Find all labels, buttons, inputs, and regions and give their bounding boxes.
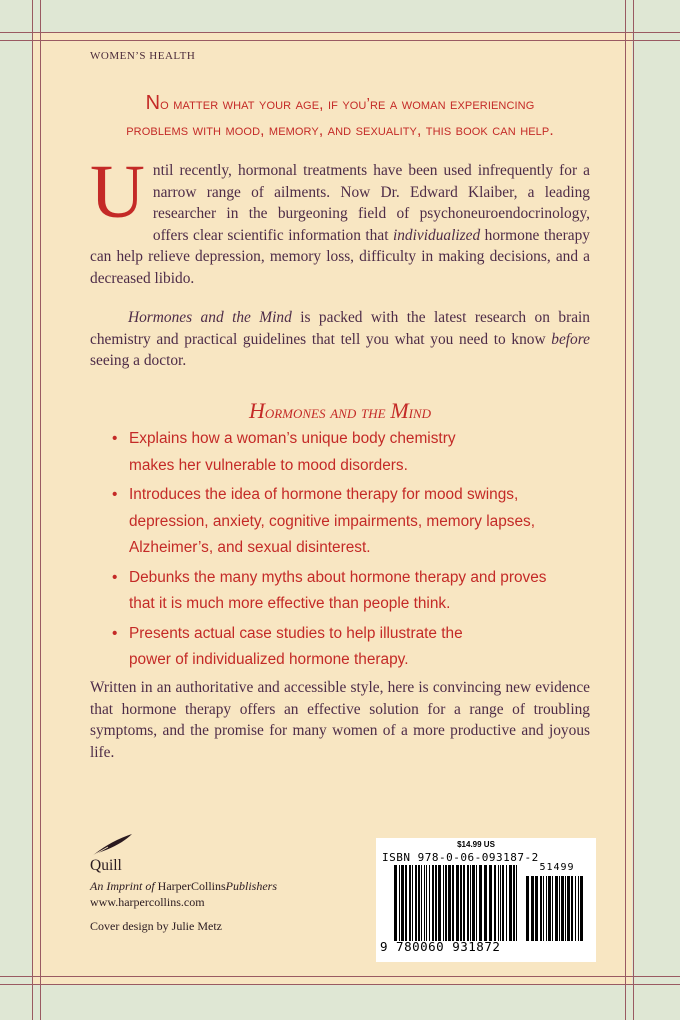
barcode-bar <box>516 865 517 941</box>
second-emphasis: before <box>551 330 590 348</box>
frame-line <box>0 32 680 33</box>
barcode-bar <box>424 865 425 941</box>
category-label: WOMEN’S HEALTH <box>90 50 196 62</box>
title-initial: M <box>390 398 409 423</box>
drop-cap: U <box>90 150 145 234</box>
ean-barcode <box>394 865 522 941</box>
barcode-bar <box>571 876 573 941</box>
barcode-bar <box>426 865 427 941</box>
title-text: ormones and the <box>264 402 391 423</box>
barcode-bar <box>498 865 499 941</box>
barcode-bar <box>479 865 482 941</box>
frame-line <box>0 984 680 985</box>
barcode-bar <box>561 876 564 941</box>
imprint-house: HarperCollins <box>157 879 226 893</box>
list-item <box>112 482 612 562</box>
barcode-bar <box>546 876 547 941</box>
second-text-end: seeing a doctor. <box>90 352 187 370</box>
tagline-initial: N <box>145 92 161 114</box>
book-title-italic: Hormones and the Mind <box>128 309 292 326</box>
frame-line <box>0 976 680 977</box>
barcode-bar <box>456 865 459 941</box>
barcode-bar <box>476 865 477 941</box>
barcode-bar <box>567 876 570 941</box>
tagline <box>60 90 620 144</box>
bullet-line: Introduces the idea of hormone therapy for mood swings, <box>129 486 519 503</box>
barcode-bar <box>412 865 413 941</box>
barcode-bar <box>494 865 496 941</box>
barcode-bar <box>438 865 441 941</box>
second-text: is packed with the latest research on brain chemistry and practical guidelines that tell you what you need to know <box>90 309 590 348</box>
barcode-bar <box>435 865 437 941</box>
frame-line <box>40 0 41 1020</box>
barcode-bar <box>472 865 475 941</box>
frame-line <box>32 0 33 1020</box>
barcode-bar <box>394 865 397 941</box>
barcode-bar <box>429 865 430 941</box>
imprint-line <box>90 879 277 894</box>
barcode-bar <box>415 865 417 941</box>
bullet-line: Alzheimer’s, and sexual disinterest. <box>129 539 371 556</box>
barcode-bar <box>526 876 529 941</box>
intro-text-end: hormone therapy can help relieve depression, memory loss, difficulty in making decisions, and a decreased libido. <box>90 226 590 287</box>
price-label: $14.99 US <box>457 840 495 849</box>
barcode-bar <box>448 865 451 941</box>
barcode-bar <box>421 865 422 941</box>
publisher-website: www.harpercollins.com <box>90 895 205 909</box>
bullet-line: that it is much more effective than people think. <box>129 595 451 612</box>
quill-feather-icon <box>88 832 134 858</box>
barcode-bar <box>531 876 534 941</box>
frame-line <box>633 0 634 1020</box>
barcode-bar <box>460 865 462 941</box>
barcode-bar <box>500 865 501 941</box>
barcode-bar <box>552 876 553 941</box>
barcode-bar <box>535 876 538 941</box>
tagline-line <box>60 90 620 118</box>
barcode-bar <box>418 865 420 941</box>
barcode-bar <box>502 865 504 941</box>
barcode-bar <box>470 865 471 941</box>
barcode-bar <box>432 865 434 941</box>
barcode-bar <box>463 865 465 941</box>
list-item <box>112 565 612 618</box>
bullet-line: power of individualized hormone therapy. <box>129 651 409 668</box>
barcode-bar <box>543 876 544 941</box>
barcode-bar <box>506 865 507 941</box>
section-title <box>90 398 590 424</box>
barcode-bar <box>540 876 542 941</box>
ean-digits: 9 780060 931872 <box>380 939 501 954</box>
imprint-prefix: An Imprint of <box>90 879 158 893</box>
imprint-suffix: Publishers <box>225 879 278 893</box>
barcode-bar <box>509 865 512 941</box>
barcode-box <box>376 838 596 962</box>
barcode-bar <box>405 865 407 941</box>
isbn-label: ISBN 978-0-06-093187-2 <box>382 851 539 864</box>
tagline-text: o matter what your age, if you’re a woman experiencing <box>160 96 535 113</box>
intro-paragraph <box>90 150 590 290</box>
closing-paragraph: Written in an authoritative and accessible style, here is convincing new evidence that hormone therapy offers an effective solution for a range of troubling symptoms, and the promise for many women of a more productive and joyous life. <box>90 679 590 761</box>
feature-list <box>112 426 612 677</box>
barcode-bar <box>452 865 454 941</box>
barcode-bar <box>489 865 492 941</box>
barcode-bar <box>548 876 551 941</box>
barcode-bar <box>445 865 447 941</box>
bullet-line: makes her vulnerable to mood disorders. <box>129 456 408 474</box>
addon-code: 51499 <box>539 862 575 873</box>
list-item <box>112 426 612 479</box>
barcode-bar <box>513 865 515 941</box>
list-item <box>112 621 612 674</box>
intro-emphasis: individualized <box>392 226 481 244</box>
frame-line <box>0 40 680 41</box>
barcode-bar <box>575 876 576 941</box>
barcode-bar <box>578 876 579 941</box>
frame-line <box>625 0 626 1020</box>
tagline-line: problems with mood, memory, and sexuality, this book can help. <box>126 122 554 139</box>
price-addon-barcode <box>526 876 588 941</box>
barcode-bar <box>401 865 404 941</box>
intro-text: ntil recently, hormonal treatments have been used infrequently for a narrow range of ailments. Now Dr. Edward Klaiber, a leading researcher in the burgeoning field of psychoneuroendocrinology, offers clear scientific information that <box>152 162 590 244</box>
barcode-bar <box>559 876 560 941</box>
title-initial: H <box>248 398 265 423</box>
bullet-line: depression, anxiety, cognitive impairments, memory lapses, <box>129 512 536 530</box>
bullet-line: Explains how a woman’s unique body chemistry <box>129 430 456 447</box>
barcode-bar <box>555 876 558 941</box>
barcode-bar <box>580 876 583 941</box>
barcode-bar <box>467 865 469 941</box>
title-text: ind <box>408 402 432 423</box>
bullet-line: Debunks the many myths about hormone therapy and proves <box>129 568 547 586</box>
barcode-bar <box>399 865 400 941</box>
barcode-bar <box>565 876 566 941</box>
barcode-bar <box>484 865 487 941</box>
second-paragraph <box>90 307 590 372</box>
publisher-name: Quill <box>90 857 122 874</box>
barcode-bar <box>409 865 411 941</box>
bullet-line: Presents actual case studies to help illustrate the <box>129 624 463 642</box>
barcode-bar <box>443 865 444 941</box>
cover-credit: Cover design by Julie Metz <box>90 919 222 933</box>
